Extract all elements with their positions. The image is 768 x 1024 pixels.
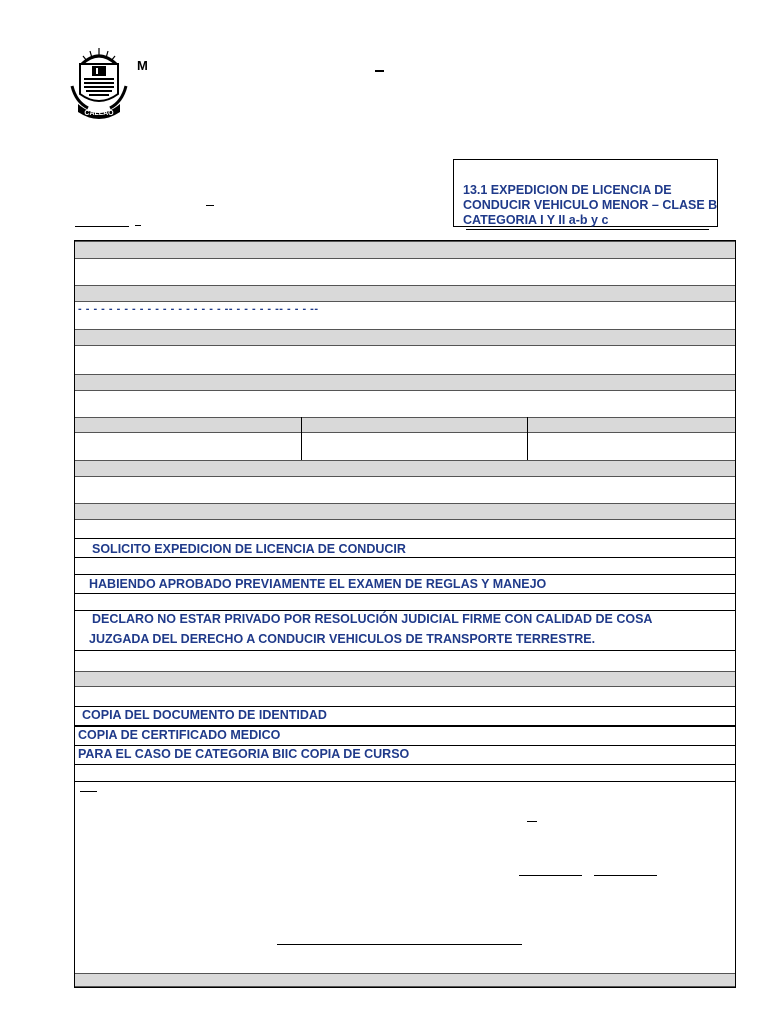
section-band-3	[75, 329, 735, 346]
row-line-9	[75, 745, 735, 746]
date-mark-line	[527, 821, 537, 822]
row-line-2	[75, 557, 735, 558]
header-letter: M	[137, 58, 148, 73]
header-mark-1	[206, 205, 214, 206]
row-line-3	[75, 574, 735, 575]
requirement-medical-certificate: COPIA DE CERTIFICADO MEDICO	[78, 728, 281, 742]
section-band-8	[75, 671, 735, 687]
section-band-7	[75, 503, 735, 520]
header-mark-2	[75, 226, 129, 227]
small-mark-line	[80, 791, 97, 792]
procedure-title: 13.1 EXPEDICION DE LICENCIA DE CONDUCIR VEHICULO MENOR – CLASE B CATEGORIA I Y II a-b y c	[463, 183, 718, 227]
section-band-1	[75, 241, 735, 259]
section-band-4	[75, 374, 735, 391]
header-dash	[375, 70, 384, 72]
dashed-field-row: - - - - - - - - - - - - - - - - - - - -- - - - - - -- - - - --	[78, 303, 319, 315]
section-band-9	[75, 973, 735, 987]
municipal-seal-logo	[70, 46, 128, 120]
seal-label: CALLAO	[84, 110, 114, 117]
row-line-1	[75, 538, 735, 539]
statement-request: SOLICITO EXPEDICION DE LICENCIA DE CONDUCIR	[92, 542, 406, 556]
row-line-8	[75, 725, 735, 727]
row-line-10	[75, 764, 735, 765]
section-band-5	[75, 417, 735, 433]
row-line-11	[75, 781, 735, 782]
column-divider-1	[301, 417, 302, 460]
signature-line	[277, 944, 522, 945]
statement-declaration-2: JUZGADA DEL DERECHO A CONDUCIR VEHICULOS DE TRANSPORTE TERRESTRE.	[89, 632, 596, 646]
date-line-2	[594, 875, 657, 876]
header-mark-3	[135, 225, 141, 226]
title-underline	[466, 229, 709, 230]
row-line-7	[75, 706, 735, 707]
row-line-6	[75, 650, 735, 651]
section-band-6	[75, 460, 735, 477]
date-line-1	[519, 875, 582, 876]
statement-declaration-1: DECLARO NO ESTAR PRIVADO POR RESOLUCIÓN JUDICIAL FIRME CON CALIDAD DE COSA	[92, 612, 653, 626]
requirement-course-copy: PARA EL CASO DE CATEGORIA BIIC COPIA DE CURSO	[78, 747, 410, 761]
section-band-2	[75, 285, 735, 302]
column-divider-2	[527, 417, 528, 460]
statement-approved-exam: HABIENDO APROBADO PREVIAMENTE EL EXAMEN DE REGLAS Y MANEJO	[89, 577, 547, 591]
row-line-4	[75, 593, 735, 594]
row-line-5	[75, 610, 735, 611]
requirement-id-copy: COPIA DEL DOCUMENTO DE IDENTIDAD	[82, 708, 327, 722]
